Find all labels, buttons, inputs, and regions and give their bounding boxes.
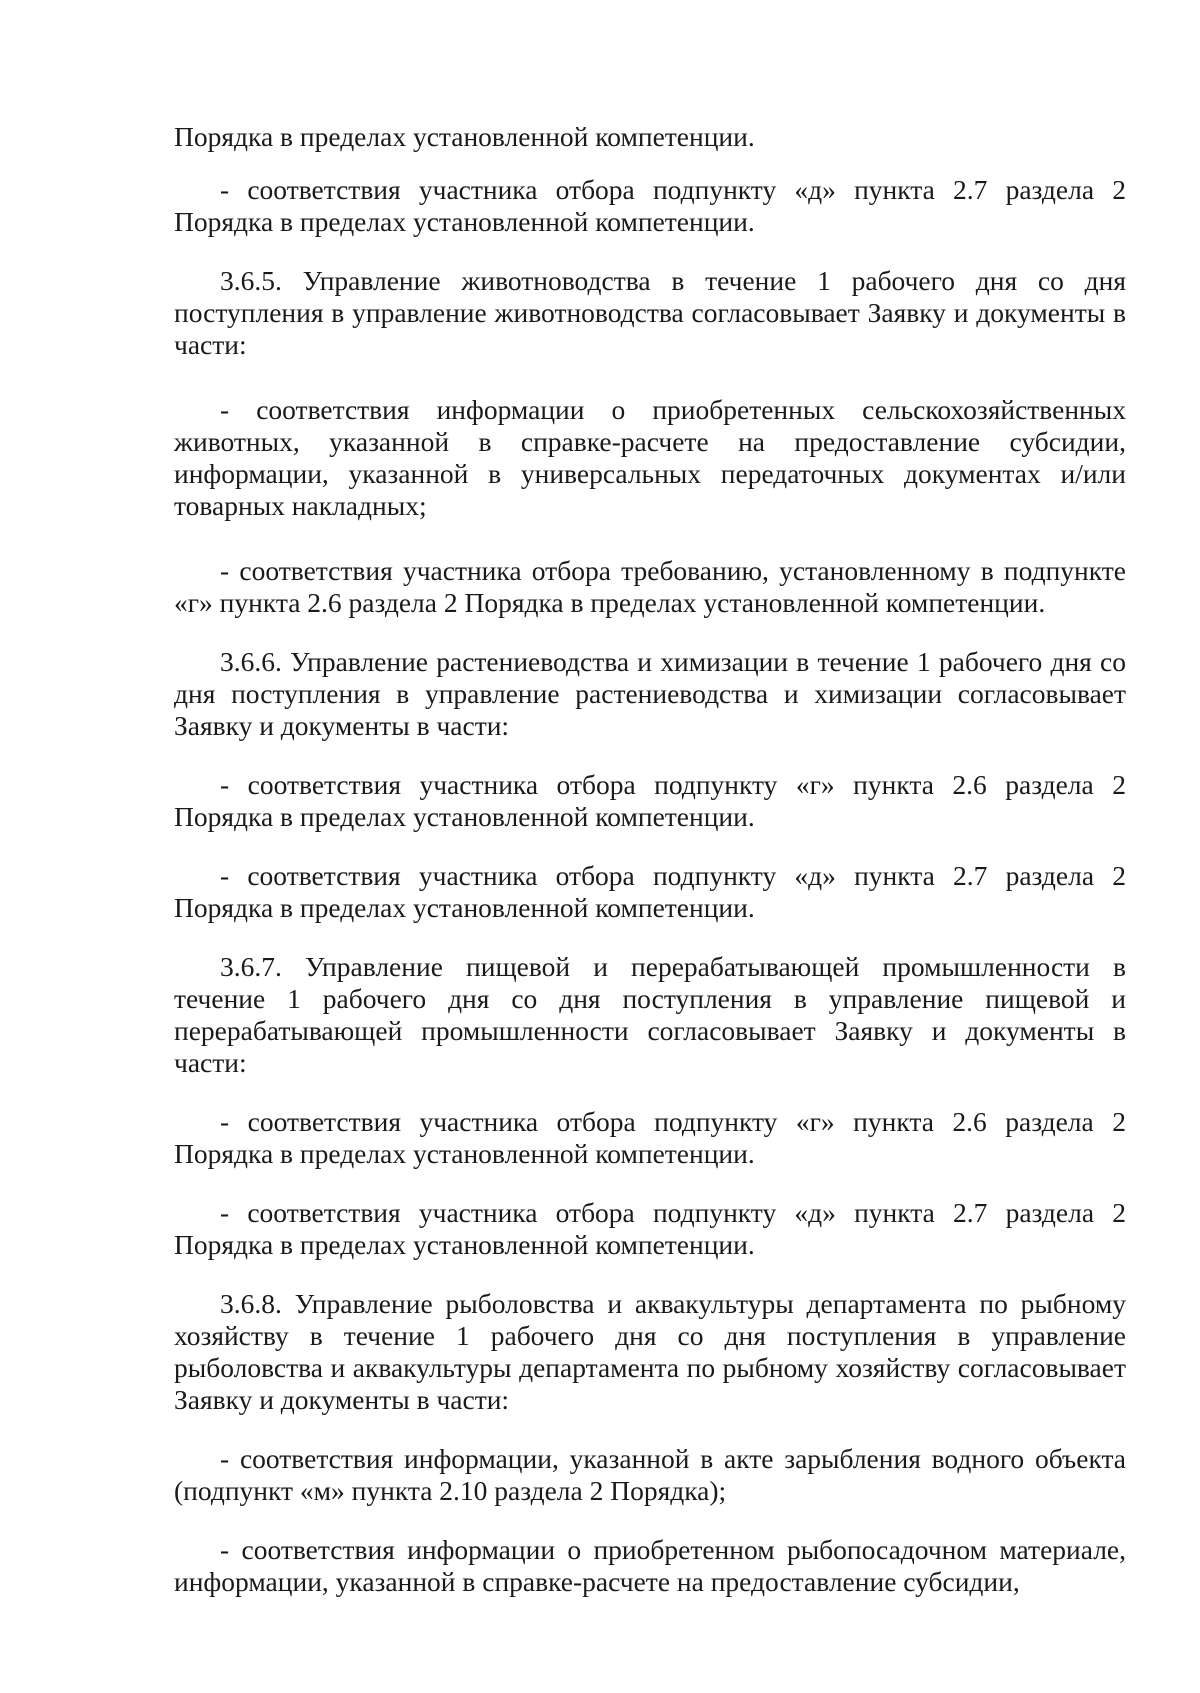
paragraph-item: - соответствия информации, указанной в акте зарыбления водного объекта (подпункт «м» пункта 2.10 раздела 2 Порядка);: [174, 1443, 1126, 1506]
paragraph-item: - соответствия информации о приобретенном рыбопосадочном материале, информации, указанной в справке-расчете на предоставление субсидии,: [174, 1534, 1126, 1597]
paragraph-item: - соответствия участника отбора подпункту «г» пункта 2.6 раздела 2 Порядка в пределах установленной компетенции.: [174, 769, 1126, 832]
paragraph-clause-3-6-7: 3.6.7. Управление пищевой и перерабатывающей промышленности в течение 1 рабочего дня со дня поступления в управление пищевой и перерабатывающей промышленности согласовывает Заявку и документы в части:: [174, 951, 1126, 1078]
paragraph-item: - соответствия участника отбора требованию, установленному в подпункте «г» пункта 2.6 раздела 2 Порядка в пределах установленной компетенции.: [174, 555, 1126, 618]
paragraph-clause-3-6-6: 3.6.6. Управление растениеводства и химизации в течение 1 рабочего дня со дня поступления в управление растениеводства и химизации согласовывает Заявку и документы в части:: [174, 646, 1126, 741]
paragraph-clause-3-6-5: 3.6.5. Управление животноводства в течение 1 рабочего дня со дня поступления в управление животноводства согласовывает Заявку и документы в части:: [174, 265, 1126, 360]
paragraph-continuation: Порядка в пределах установленной компетенции.: [174, 121, 755, 152]
paragraph-item: - соответствия участника отбора подпункту «д» пункта 2.7 раздела 2 Порядка в пределах установленной компетенции.: [174, 860, 1126, 923]
paragraph-item: - соответствия участника отбора подпункту «г» пункта 2.6 раздела 2 Порядка в пределах установленной компетенции.: [174, 1106, 1126, 1169]
paragraph-item: - соответствия участника отбора подпункту «д» пункта 2.7 раздела 2 Порядка в пределах установленной компетенции.: [174, 174, 1126, 237]
paragraph-item: - соответствия участника отбора подпункту «д» пункта 2.7 раздела 2 Порядка в пределах установленной компетенции.: [174, 1197, 1126, 1260]
paragraph-item: - соответствия информации о приобретенных сельскохозяйственных животных, указанной в справке-расчете на предоставление субсидии, информации, указанной в универсальных передаточных документах и/или товарных накладных;: [174, 394, 1126, 521]
document-body: [174, 121, 1126, 1598]
paragraph-clause-3-6-8: 3.6.8. Управление рыболовства и аквакультуры департамента по рыбному хозяйству в течение 1 рабочего дня со дня поступления в управление рыболовства и аквакультуры департамента по рыбному хозяйству согласовывает Заявку и документы в части:: [174, 1288, 1126, 1415]
